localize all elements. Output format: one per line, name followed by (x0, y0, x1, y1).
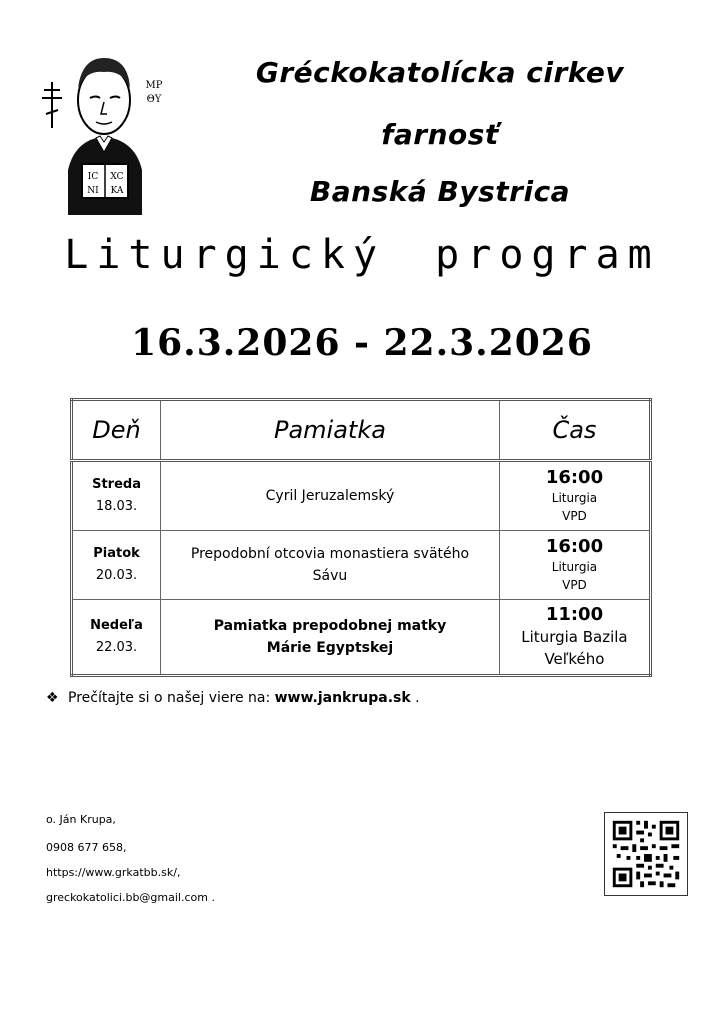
time-value: 11:00 (545, 604, 604, 625)
header-time: Čas (499, 400, 650, 461)
website-link[interactable]: www.jankrupa.sk (274, 690, 411, 706)
contact-phone: 0908 677 658, (46, 841, 127, 854)
book-letters-ic: IC (87, 172, 99, 182)
contact-email[interactable]: greckokatolici.bb@gmail.com . (46, 891, 215, 904)
memorial-cell (161, 461, 500, 531)
memorial-text-line2: Márie Egyptskej (266, 640, 394, 656)
memorial-cell (161, 600, 500, 676)
service-type: Liturgia (551, 560, 598, 574)
faith-note (46, 690, 420, 706)
day-name: Streda (92, 477, 141, 492)
parish-title: farnosť (381, 118, 499, 151)
book-letters-xc: XC (110, 172, 124, 182)
day-cell (72, 600, 161, 676)
memorial-text: Pamiatka prepodobnej matky (213, 618, 447, 634)
time-value: 16:00 (545, 536, 604, 557)
day-cell (72, 461, 161, 531)
cross-icon (42, 82, 62, 128)
note-text: Prečítajte si o našej viere na: (68, 690, 275, 706)
table-header-row (72, 400, 651, 461)
side-letters-theta-upsilon: ΘΥ (146, 94, 162, 105)
memorial-text: Prepodobní otcovia monastiera svätého (190, 546, 470, 562)
program-title: Liturgický program (64, 232, 660, 278)
time-cell (499, 461, 650, 531)
memorial-text: Cyril Jeruzalemský (265, 488, 395, 504)
liturgical-schedule-table (70, 398, 652, 677)
time-cell (499, 600, 650, 676)
day-date: 18.03. (95, 499, 138, 514)
memorial-cell (161, 531, 500, 600)
book-letters-ka: KA (110, 186, 124, 196)
service-detail: Veľkého (544, 650, 605, 668)
day-cell (72, 531, 161, 600)
header-memorial: Pamiatka (161, 400, 500, 461)
table-row (72, 461, 651, 531)
note-suffix: . (410, 690, 420, 706)
service-type: Liturgia Bazila (521, 628, 628, 646)
city-title: Banská Bystrica (309, 175, 571, 208)
church-title: Gréckokatolícka cirkev (255, 56, 625, 89)
contact-name: o. Ján Krupa, (46, 813, 116, 826)
memorial-text-line2: Sávu (312, 568, 348, 584)
time-cell (499, 531, 650, 600)
book-letters-ni: NI (87, 186, 99, 196)
day-date: 22.03. (95, 640, 138, 655)
table-row (72, 531, 651, 600)
side-letters-mp: MP (145, 80, 163, 91)
day-name: Piatok (93, 546, 140, 561)
day-date: 20.03. (95, 568, 138, 583)
time-value: 16:00 (545, 467, 604, 488)
header-day: Deň (72, 400, 161, 461)
qr-code-icon (604, 812, 688, 896)
service-type: Liturgia (551, 491, 598, 505)
date-range: 16.3.2026 - 22.3.2026 (131, 322, 593, 364)
diamond-bullet-icon: ❖ (46, 690, 59, 706)
service-detail: VPD (562, 509, 587, 523)
saint-portrait-illustration (38, 40, 168, 215)
contact-website[interactable]: https://www.grkatbb.sk/, (46, 866, 181, 879)
day-name: Nedeľa (90, 618, 143, 633)
service-detail: VPD (562, 578, 587, 592)
table-row (72, 600, 651, 676)
